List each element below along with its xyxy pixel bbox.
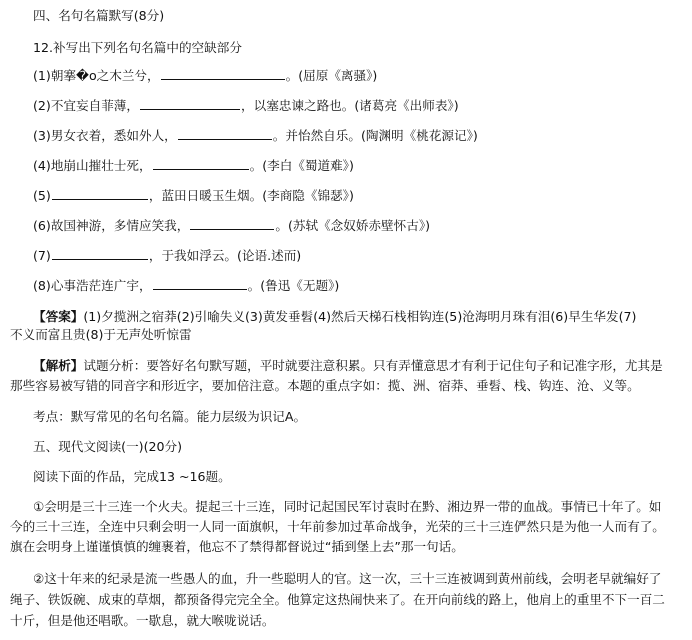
q12-item-8: (8)心事浩茫连广宇， 。(鲁迅《无题》) [33, 278, 340, 293]
analysis-line-1: 【解析】试题分析：要答好名句默写题，平时就要注意积累。只有弄懂意思才有利于记住句子和记准字形，尤其是 [33, 358, 663, 373]
answer-blank [190, 217, 274, 230]
answer-blank [153, 277, 247, 290]
para2-line-3: 十斤，但是他还唱歌。一歇息，就大喉咙说话。 [10, 613, 275, 628]
answer-label: 【答案】 [33, 309, 84, 324]
para1-line-3: 旗在会明身上谨谨慎慎的缠裹着，他忘不了禁得都督说过“插到堡上去”那一句话。 [10, 539, 464, 554]
q12-item-3: (3)男女衣着，悉如外人， 。并怡然自乐。(陶渊明《桃花源记》) [33, 128, 478, 143]
answer-blank [178, 127, 272, 140]
section5-heading: 五、现代文阅读(一)(20分) [33, 439, 183, 454]
q12-item-2: (2)不宜妄自菲薄， ，以塞忠谏之路也。(诸葛亮《出师表》) [33, 98, 459, 113]
answer-blank [52, 247, 148, 260]
answer-line-1: 【答案】(1)夕揽洲之宿莽(2)引喻失义(3)黄发垂髫(4)然后天梯石栈相钩连(5)沧海明月珠有泪(6)早生华发(7) [33, 309, 637, 324]
answer-line-2: 不义而富且贵(8)于无声处听惊雷 [10, 327, 192, 342]
answer-blank [161, 67, 285, 80]
para2-line-2: 绳子、铁饭碗、成束的草烟，都预备得完完全全。他算定这热闹快来了。在开向前线的路上，他肩上的重里不下一百二 [10, 592, 665, 607]
reading-instruction: 阅读下面的作品，完成13 ~16题。 [33, 469, 231, 484]
analysis-label: 【解析】 [33, 358, 84, 373]
q12-item-4: (4)地崩山摧壮士死， 。(李白《蜀道难》) [33, 158, 354, 173]
kaodian: 考点：默写常见的名句名篇。能力层级为识记A。 [33, 409, 307, 424]
answer-blank [153, 157, 249, 170]
para1-line-1: ①会明是三十三连一个火夫。提起三十三连，同时记起国民军讨袁时在黔、湘边界一带的血战。事情已十年了。如 [33, 499, 662, 514]
answer-blank [140, 97, 240, 110]
para1-line-2: 今的三十三连，全连中只剩会明一人同一面旗帜，十年前参加过革命战争，光荣的三十三连俨然只是为他一人而有了。 [10, 519, 665, 534]
q12-item-7: (7) ，于我如浮云。(论语.述而) [33, 248, 302, 263]
answer-blank [52, 187, 148, 200]
q12-item-5: (5) ，蓝田日暖玉生烟。(李商隐《锦瑟》) [33, 188, 354, 203]
q12-item-6: (6)故国神游，多情应笑我， 。(苏轼《念奴娇赤壁怀古》) [33, 218, 431, 233]
q12-stem: 12.补写出下列名句名篇中的空缺部分 [33, 40, 242, 55]
para2-line-1: ②这十年来的纪录是流一些愚人的血，升一些聪明人的官。这一次，三十三连被调到黄州前线，会明老早就编好了 [33, 571, 662, 586]
section4-heading: 四、名句名篇默写(8分) [33, 8, 165, 23]
analysis-line-2: 那些容易被写错的同音字和形近字，要加倍注意。本题的重点字如：揽、洲、宿莽、垂髫、栈、钩连、沧、义等。 [10, 378, 640, 393]
q12-item-1: (1)朝搴�o之木兰兮， 。(屈原《离骚》) [33, 68, 378, 83]
